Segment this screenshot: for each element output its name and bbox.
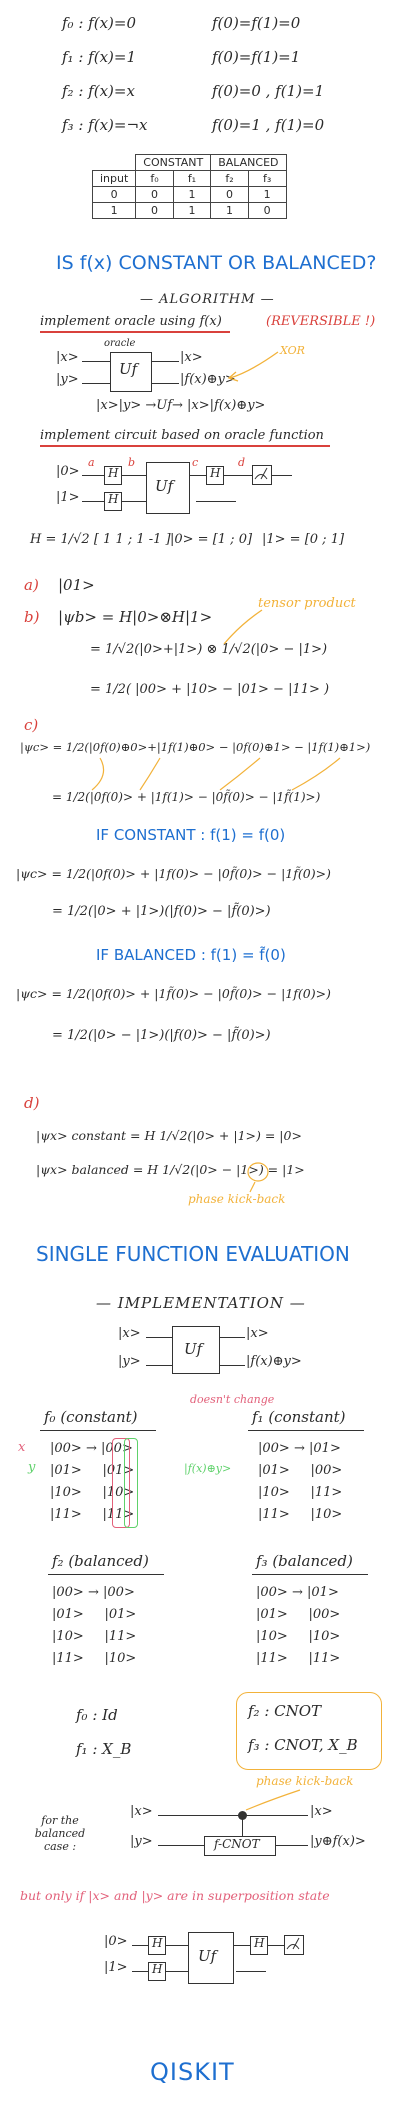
col-f0: f₀ — [136, 171, 173, 187]
gate-label: H — [254, 1936, 265, 1950]
single-eval-title: SINGLE FUNCTION EVALUATION — [36, 1242, 350, 1266]
balanced-case-label: for the balanced case : — [34, 1814, 86, 1853]
oracle-title: implement oracle using f(x) — [40, 314, 222, 329]
if-balanced-heading: IF BALANCED : f(1) = f̃(0) — [96, 946, 286, 964]
gate-label: H — [152, 1962, 163, 1976]
op-f1: f₁ : X_B — [76, 1740, 132, 1758]
bc-in-y: |y> — [130, 1834, 153, 1849]
cell: 0 — [211, 187, 249, 203]
impl-out-y: |f(x)⊕y> — [246, 1354, 302, 1369]
cell: 1 — [173, 203, 210, 219]
list-item: |00> → |00> — [52, 1585, 135, 1600]
step-c2: = 1/2(|0f(0)> + |1f(1)> − |0f̃(0)> − |1f̃(1)>) — [52, 790, 321, 804]
reversible-note: (REVERSIBLE !) — [266, 314, 376, 329]
algorithm-heading: — ALGORITHM — — [140, 292, 275, 307]
y-mark: y — [28, 1460, 36, 1475]
list-item: |10> |10> — [50, 1485, 135, 1500]
f2-title: f₂ (balanced) — [52, 1552, 149, 1570]
bc-in-x: |x> — [130, 1804, 153, 1819]
impl-uf-label: Uf — [184, 1340, 203, 1358]
cell: 1 — [173, 187, 210, 203]
impl-in-x: |x> — [118, 1326, 141, 1341]
list-item: |00> → |01> — [256, 1585, 339, 1600]
implementation-heading: — IMPLEMENTATION — — [96, 1294, 306, 1312]
final-uf-label: Uf — [198, 1947, 217, 1965]
oracle-uf: Uf — [119, 360, 138, 378]
step-c1: |ψc> = 1/2(|0f(0)⊕0>+|1f(1)⊕0> − |0f(0)⊕1> − |1f(1)⊕1>) — [20, 740, 371, 754]
oracle-label: oracle — [104, 338, 136, 349]
group-constant: CONSTANT — [136, 155, 211, 171]
list-item: |10> |11> — [52, 1629, 137, 1644]
step-b-label: b) — [24, 608, 40, 626]
f1-title: f₁ (constant) — [252, 1408, 346, 1426]
bal-line-1: |ψc> = 1/2(|0f(0)> + |1f̃(0)> − |0f̃(0)> − |1f(0)>) — [16, 986, 331, 1001]
step-b2: = 1/√2(|0>+|1>) ⊗ 1/√2(|0> − |1>) — [90, 642, 328, 657]
op-f3: f₃ : CNOT, X_B — [248, 1736, 358, 1754]
group-balanced: BALANCED — [211, 155, 286, 171]
f-cnot-label: f-CNOT — [214, 1837, 260, 1851]
gate-label: H — [152, 1936, 163, 1950]
step-d-label: d) — [24, 1094, 40, 1112]
step-c-label: c) — [24, 716, 39, 734]
gate-label: H — [108, 492, 119, 506]
bc-out-x: |x> — [310, 1804, 333, 1819]
step-d2: |ψx> balanced = H 1/√2(|0> − |1>) = |1> — [36, 1162, 305, 1177]
op-f0: f₀ : Id — [76, 1706, 118, 1724]
list-item: |01> |01> — [50, 1463, 135, 1478]
cell: 1 — [211, 203, 249, 219]
step-a: |01> — [58, 576, 95, 594]
list-item: |10> |11> — [258, 1485, 343, 1500]
func-def-f3: f₃ : f(x)=¬x — [62, 116, 148, 134]
tensor-note: tensor product — [258, 596, 356, 611]
step-b3: = 1/2( |00> + |10> − |01> − |11> ) — [90, 682, 330, 697]
f0-title: f₀ (constant) — [44, 1408, 138, 1426]
oracle-mapping: |x>|y> →Uf→ |x>|f(x)⊕y> — [96, 398, 266, 413]
hadamard-matrix: H = 1/√2 [ 1 1 ; 1 -1 ] — [30, 532, 171, 547]
circuit-q1: |1> — [56, 490, 80, 505]
impl-in-y: |y> — [118, 1354, 141, 1369]
func-def-f0: f₀ : f(x)=0 — [62, 14, 136, 32]
list-item: |11> |11> — [50, 1507, 135, 1522]
func-val-f2: f(0)=0 , f(1)=1 — [212, 82, 325, 100]
final-q1: |1> — [104, 1960, 128, 1975]
doesnt-change-note: doesn't change — [190, 1393, 275, 1406]
qiskit-footer: QISKIT — [150, 2058, 235, 2086]
gate-label: H — [210, 466, 221, 480]
step-d1: |ψx> constant = H 1/√2(|0> + |1>) = |0> — [36, 1128, 302, 1143]
func-def-f1: f₁ : f(x)=1 — [62, 48, 136, 66]
bc-out-y: |y⊕f(x)> — [310, 1834, 366, 1849]
wire — [236, 1971, 266, 1972]
measure-icon — [284, 1935, 302, 1953]
func-val-f1: f(0)=f(1)=1 — [212, 48, 301, 66]
gate-label: H — [108, 466, 119, 480]
question-heading: IS f(x) CONSTANT OR BALANCED? — [56, 252, 377, 274]
step-b1: |ψb> = H|0>⊗H|1> — [58, 608, 213, 626]
oracle-in-y: |y> — [56, 372, 79, 387]
point-b: b — [128, 456, 136, 469]
if-constant-heading: IF CONSTANT : f(1) = f(0) — [96, 826, 286, 844]
xor-note: XOR — [280, 344, 305, 357]
op-f2: f₂ : CNOT — [248, 1702, 322, 1720]
circuit-q0: |0> — [56, 464, 80, 479]
x-mark: x — [18, 1440, 26, 1455]
list-item: |11> |10> — [52, 1651, 137, 1666]
bal-line-2: = 1/2(|0> − |1>)(|f(0)> − |f̃(0)>) — [52, 1028, 271, 1043]
cell: 0 — [93, 187, 136, 203]
circuit-title: implement circuit based on oracle function — [40, 428, 324, 443]
step-a-label: a) — [24, 576, 39, 594]
cell: 1 — [248, 187, 286, 203]
kickback-note: phase kick-back — [188, 1192, 286, 1206]
oracle-in-x: |x> — [56, 350, 79, 365]
cell: 0 — [136, 187, 173, 203]
col-f3: f₃ — [248, 171, 286, 187]
cell: 1 — [93, 203, 136, 219]
list-item: |00> → |00> — [50, 1441, 133, 1456]
ket0-vector: |0> = [1 ; 0] — [170, 532, 253, 547]
oracle-out-x: |x> — [180, 350, 203, 365]
kickback-note-2: phase kick-back — [256, 1774, 354, 1788]
cell: 0 — [248, 203, 286, 219]
list-item: |11> |11> — [256, 1651, 341, 1666]
final-q0: |0> — [104, 1934, 128, 1949]
f3-title: f₃ (balanced) — [256, 1552, 353, 1570]
col-input: input — [93, 171, 136, 187]
point-d: d — [238, 456, 246, 469]
const-line-2: = 1/2(|0> + |1>)(|f(0)> − |f̃(0)>) — [52, 904, 271, 919]
point-a: a — [88, 456, 95, 469]
const-line-1: |ψc> = 1/2(|0f(0)> + |1f(0)> − |0f̃(0)> − |1f̃(0)>) — [16, 866, 331, 881]
func-val-f3: f(0)=1 , f(1)=0 — [212, 116, 325, 134]
list-item: |10> |10> — [256, 1629, 341, 1644]
point-c: c — [192, 456, 199, 469]
list-item: |11> |10> — [258, 1507, 343, 1522]
superposition-note: but only if |x> and |y> are in superposition state — [20, 1888, 330, 1903]
cell: 0 — [136, 203, 173, 219]
ket1-vector: |1> = [0 ; 1] — [262, 532, 345, 547]
fx-xor-y-note: |f(x)⊕y> — [184, 1462, 232, 1475]
col-f2: f₂ — [211, 171, 249, 187]
impl-out-x: |x> — [246, 1326, 269, 1341]
oracle-out-y: |f(x)⊕y> — [180, 372, 236, 387]
func-def-f2: f₂ : f(x)=x — [62, 82, 135, 100]
col-f1: f₁ — [173, 171, 210, 187]
uf-label: Uf — [155, 477, 174, 495]
list-item: |01> |00> — [256, 1607, 341, 1622]
func-val-f0: f(0)=f(1)=0 — [212, 14, 301, 32]
list-item: |01> |01> — [52, 1607, 137, 1622]
list-item: |00> → |01> — [258, 1441, 341, 1456]
list-item: |01> |00> — [258, 1463, 343, 1478]
